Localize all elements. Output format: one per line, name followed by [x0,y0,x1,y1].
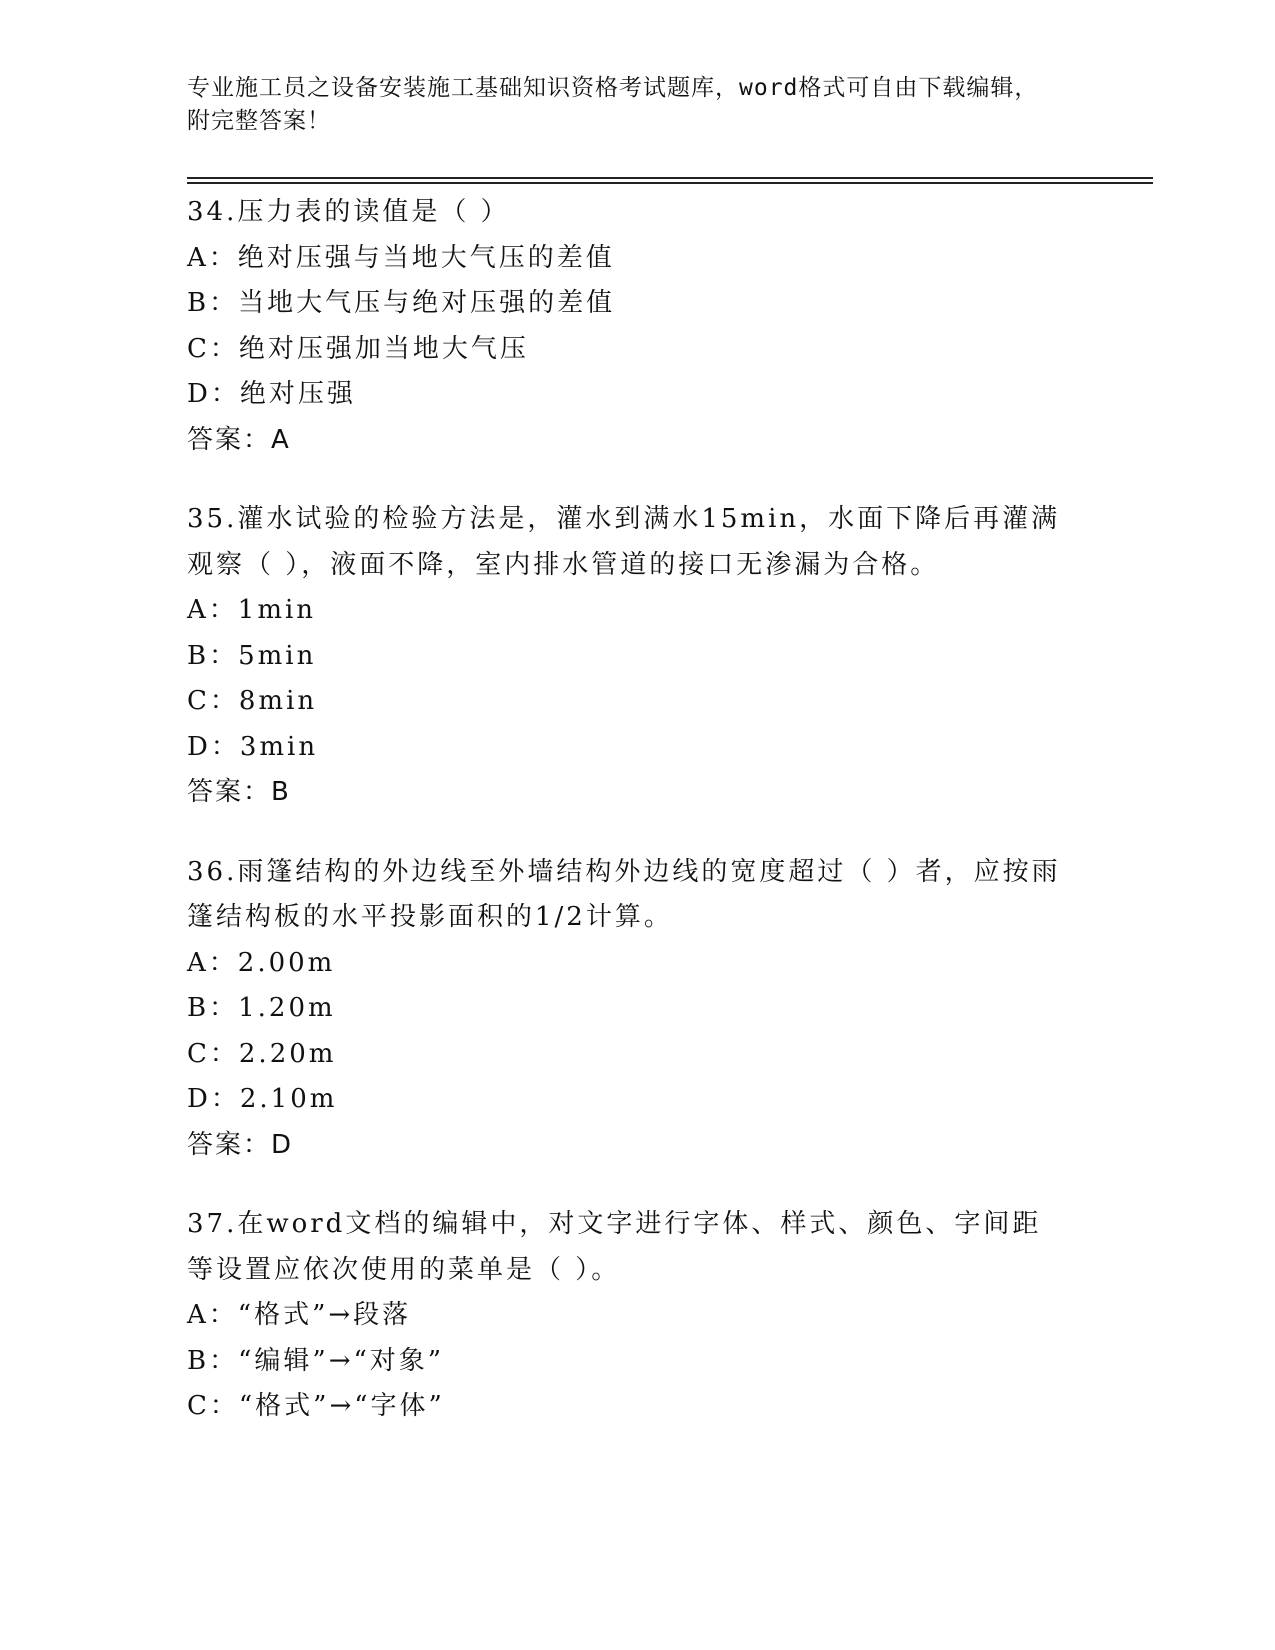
question-stem: 34.压力表的读值是（ ） [187,197,510,227]
question-36 [187,850,1087,1169]
header-line-1: 专业施工员之设备安装施工基础知识资格考试题库，word格式可自由下载编辑， [187,75,1039,101]
option-a: A：“格式”→段落 [187,1300,412,1330]
header-divider-top [187,177,1153,179]
question-37 [187,1202,1087,1430]
question-35 [187,497,1087,816]
option-c: C：绝对压强加当地大气压 [187,333,529,364]
option-c: C：2.20m [187,1038,337,1069]
option-c: C：“格式”→“字体” [187,1391,445,1421]
question-stem: 37.在word文档的编辑中，对文字进行字体、样式、颜色、字间距等设置应依次使用的菜单是（ ）。 [187,1209,1042,1285]
option-b: B：5min [187,640,317,671]
option-a: A：绝对压强与当地大气压的差值 [187,242,615,273]
option-c: C：8min [187,686,318,716]
option-d: D：3min [187,731,319,762]
option-a: A：1min [187,595,317,625]
option-d: D：绝对压强 [187,379,356,409]
option-b: B：“编辑”→“对象” [187,1345,445,1376]
question-stem: 35.灌水试验的检验方法是，灌水到满水15min，水面下降后再灌满观察（ ），液面不降，室内排水管道的接口无渗漏为合格。 [187,504,1061,580]
question-34 [187,190,1087,463]
answer-label: 答案：B [187,777,291,807]
document-header [187,72,1067,138]
header-divider-bottom [187,182,1153,184]
option-a: A：2.00m [187,947,336,978]
option-d: D：2.10m [187,1084,338,1114]
header-line-2: 附完整答案！ [187,108,331,134]
option-b: B：1.20m [187,993,336,1023]
answer-label: 答案：D [187,1129,294,1160]
option-b: B：当地大气压与绝对压强的差值 [187,288,616,318]
question-list [187,190,1087,1464]
question-stem: 36.雨篷结构的外边线至外墙结构外边线的宽度超过（ ）者，应按雨篷结构板的水平投影面积的1/2计算。 [187,856,1061,932]
answer-label: 答案：A [187,424,291,455]
